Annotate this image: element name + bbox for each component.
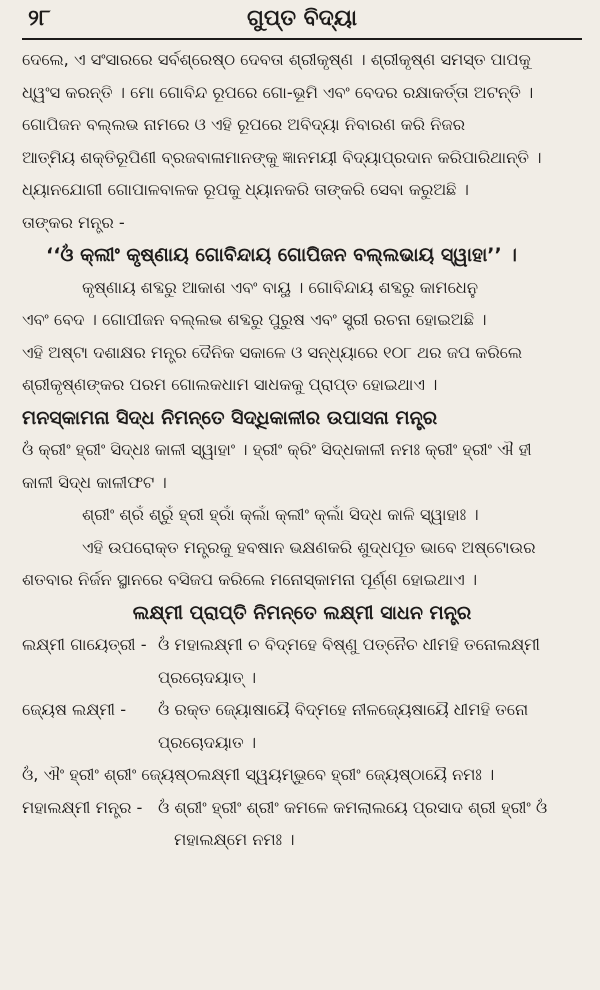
page-header (22, 0, 582, 42)
mantra-intro: ତାଙ୍କର ମନ୍ତ୍ର - (22, 212, 125, 232)
text-line: ଏହି ଉପରୋକ୍ତ ମନ୍ତ୍ରକୁ ହବଷାନ ଭକ୍ଷଣକରି ଶୁଦ୍ଧପୂତ ଭାବେ ଅଷ୍ଟୋଉର (82, 537, 536, 557)
section-heading-lakshmi: ଲକ୍ଷ୍ମୀ ପ୍ରାପ୍ତି ନିମନ୍ତେ ଲକ୍ଷ୍ମୀ ସାଧନ ମନ୍ତ୍ର (132, 601, 472, 624)
mahalakshmi-mantra-text: ଓଁ ଶ୍ରୀଂ ହ୍ରୀଂ ଶ୍ରୀଂ କମଳେ କମଲାଲୟେ ପ୍ରସାଦ ଶ୍ରୀ ହ୍ରୀଂ ଓଁ (158, 797, 548, 817)
section-heading-siddhikali: ମନସ୍କାମନା ସିଦ୍ଧ ନିମନ୍ତେ ସିଦ୍ଧିକାଳୀର ଉପାସନା ମନ୍ତ୍ର (22, 406, 438, 429)
lakshmi-gayatri-entry (22, 629, 582, 662)
text-line: ଓଁ କ୍ରୀଂ ହ୍ରୀଂ ସିଦ୍ଧଃ କାଳୀ ସ୍ୱାହାଂ । ହ୍ରୀଂ କ୍ରିଂ ସିଦ୍ଧକାଳୀ ନମଃ କ୍ରୀଂ ହ୍ରୀଂ ଐ ହୀ (22, 440, 532, 459)
mahalakshmi-mantra-label: ମହାଲକ୍ଷ୍ମୀ ମନ୍ତ୍ର - (22, 797, 143, 817)
jyeshtha-lakshmi-entry (22, 694, 582, 727)
page-number: ୨୮ (28, 6, 51, 31)
text-line: ଓଁ, ଐଂ ହ୍ରୀଂ ଶ୍ରୀଂ ଜ୍ୟେଷ୍ଠଲକ୍ଷ୍ମୀ ସ୍ୱୟମ୍ଭୁବେ ହ୍ରୀଂ ଜ୍ୟେଷ୍ଠାୟୈ ନମଃ । (22, 765, 495, 784)
text-line: ଧ୍ୱଂସ କରନ୍ତି । ମୋ ଗୋବିନ୍ଦ ରୂପରେ ଗୋ-ଭୂମି ଏବଂ ବେଦର ରକ୍ଷାକର୍ତ୍ତା ଅଟନ୍ତି । (22, 82, 534, 102)
text-line: ଏହି ଅଷ୍ଟା ଦଶାକ୍ଷର ମନ୍ତ୍ର ଦୈନିକ ସକାଳେ ଓ ସନ୍ଧ୍ୟାରେ ୧୦୮ ଥର ଜପ କରିଲେ (22, 342, 522, 362)
mantra-line: ଶ୍ରୀଂ ଶ୍ରଁ ଶ୍ରୁଁ ହ୍ରୀ ହ୍ରାଁ କ୍ଲାଁ କ୍ଲୀଂ କ୍ଲାଁ ସିଦ୍ଧ କାଳି ସ୍ୱାହାଃ । (82, 505, 479, 524)
jyeshtha-lakshmi-text: ଓଁ ରକ୍ତ ଜ୍ୟୋଷାୟୈ ବିଦ୍ମହେ ନୀଳଜ୍ୟେଷାୟୈ ଧୀମହି ତନୋ (158, 700, 529, 719)
text-line: ଶ୍ରୀକୃଷ୍ଣଙ୍କର ପରମ ଗୋଲକଧାମ ସାଧକକୁ ପ୍ରାପ୍ତ ହୋଇଥାଏ । (22, 375, 438, 394)
krishna-mantra: ‘‘ଓଁ କ୍ଲୀଂ କୃଷ୍ଣାୟ ଗୋବିନ୍ଦାୟ ଗୋପିଜନ ବଲ୍ଲଭାୟ ସ୍ୱାହା’’ । (46, 244, 517, 266)
text-line: କୃଷ୍ଣାୟ ଶବ୍ଦରୁ ଆକାଶ ଏବଂ ବାୟୁ । ଗୋବିନ୍ଦାୟ ଶବ୍ଦରୁ କାମଧେନୁ (82, 277, 479, 297)
text-line: ଶତବାର ନିର୍ଜନ ସ୍ଥାନରେ ବସିଜପ କରିଲେ ମନୋସ୍କାମନା ପୂର୍ଣ୍ଣ ହୋଇଥାଏ । (22, 570, 478, 589)
text-line: ଧ୍ୟାନଯୋଗୀ ଗୋପାଳବାଳକ ରୂପକୁ ଧ୍ୟାନକରି ତାଙ୍କରି ସେବା କରୁଅଛି । (22, 180, 469, 199)
text-line: ଏବଂ ବେଦ । ଗୋପୀଜନ ବଲ୍ଲଭ ଶବ୍ଦରୁ ପୁରୁଷ ଏବଂ ସ୍ତ୍ରୀ ରଚନା ହୋଇଅଛି । (22, 310, 487, 329)
text-line: ମହାଲକ୍ଷ୍ମେ ନମଃ । (174, 830, 295, 849)
lakshmi-gayatri-text: ଓଁ ମହାଲକ୍ଷ୍ମୀ ଚ ବିଦ୍ମହେ ବିଷ୍ଣୁ ପତ୍ନୈଚ ଧୀମହି ତନୋଲକ୍ଷ୍ମୀ (158, 635, 540, 654)
text-line: ଆତ୍ମିୟ ଶକ୍ତିରୂପିଣୀ ବ୍ରଜବାଳାମାନଙ୍କୁ ଜ୍ଞାନମୟୀ ବିଦ୍ୟାପ୍ରଦାନ କରିପାରିଥାନ୍ତି । (22, 147, 542, 167)
text-line: କାଳୀ ସିଦ୍ଧ କାଳୀଫଟ । (22, 472, 167, 492)
text-line: ପ୍ରଚୋଦୟାତ । (158, 732, 257, 752)
lakshmi-gayatri-label: ଲକ୍ଷ୍ମୀ ଗାୟେତ୍ରୀ - (22, 635, 147, 654)
page-body (22, 44, 582, 857)
mahalakshmi-mantra-entry (22, 792, 582, 825)
text-line: ଗୋପିଜନ ବଲ୍ଲଭ ନାମରେ ଓ ଏହି ରୂପରେ ଅବିଦ୍ୟା ନିବାରଣ କରି ନିଜର (22, 115, 465, 134)
jyeshtha-lakshmi-label: ଜ୍ୟେଷ ଲକ୍ଷ୍ମୀ - (22, 700, 127, 719)
running-title: ଗୁପ୍ତ ବିଦ୍ୟା (246, 6, 357, 31)
text-line: ପ୍ରଚୋଦୟାତ୍ । (158, 667, 257, 687)
text-line: ଦେଲେ, ଏ ସଂସାରରେ ସର୍ବଶ୍ରେଷ୍ଠ ଦେବତା ଶ୍ରୀକୃଷ୍ଣ । ଶ୍ରୀକୃଷ୍ଣ ସମସ୍ତ ପାପକୁ (22, 50, 531, 69)
header-rule (22, 38, 582, 40)
